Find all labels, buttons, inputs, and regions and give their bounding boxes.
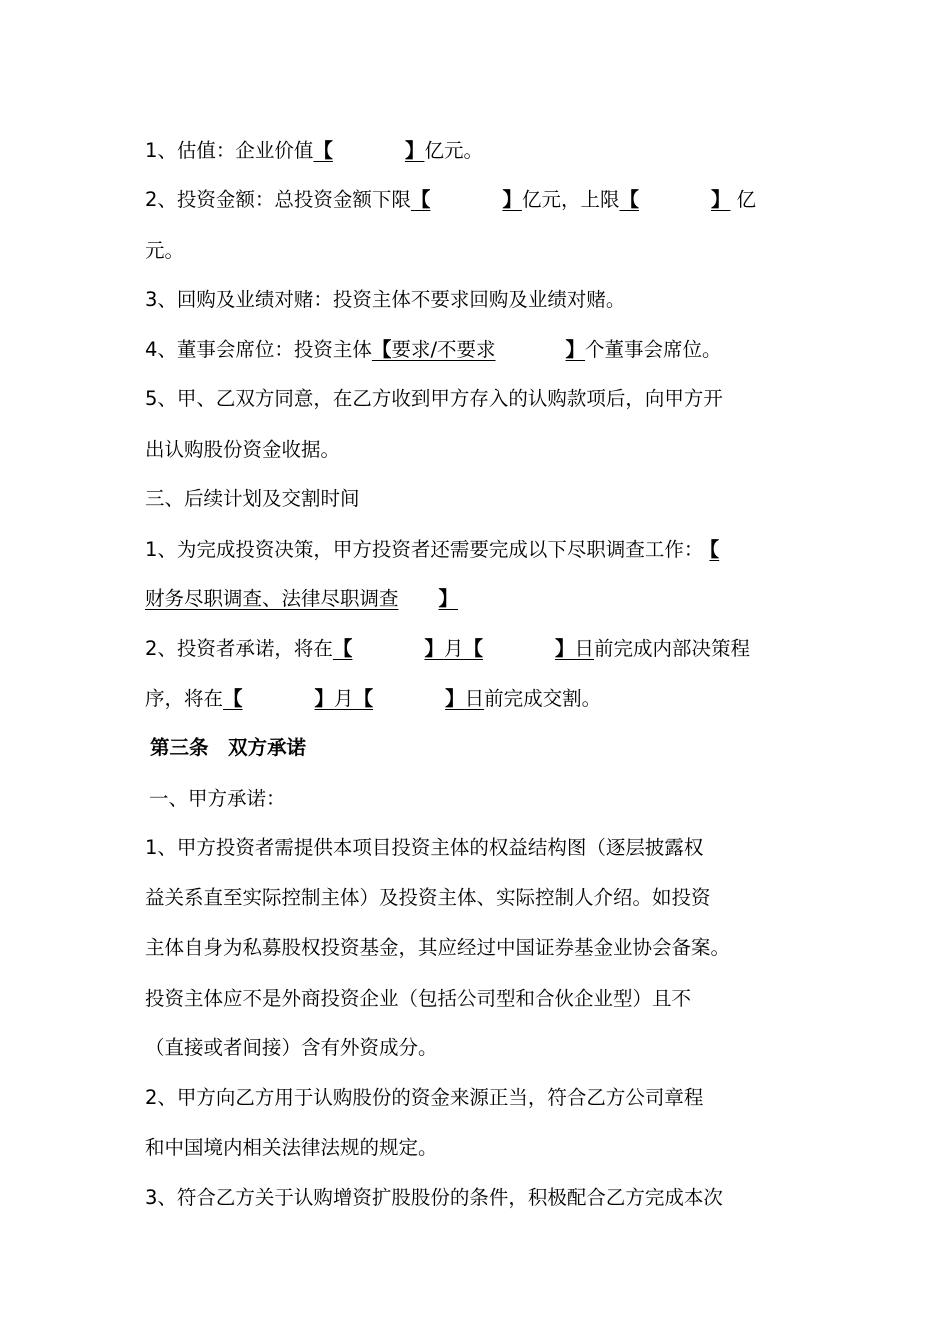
receipt-line-2: 出认购股份资金收据。 [145,438,341,461]
closing-date-blank: 【 】月【 】日 [223,687,485,710]
investment-line [145,187,815,213]
due-diligence-content [145,586,815,612]
due-diligence-label: 1、为完成投资决策，甲方投资者还需要完成以下尽职调查工作： [145,538,704,561]
receipt-line-1: 5、甲、乙双方同意，在乙方收到甲方存入的认购款项后，向甲方开 [145,387,723,410]
investment-max-blank: 【 】 [619,188,731,211]
board-seat-line [145,337,815,363]
decision-date-blank: 【 】月【 】日 [332,637,595,660]
timeline-line-1: 2、投资者承诺，将在【 】月【 】日前完成内部决策程 [145,637,751,660]
investment-label: 2、投资金额：总投资金额下限 [145,188,411,211]
p1-line-1: 1、甲方投资者需提供本项目投资主体的权益结构图（逐层披露权 [145,836,704,859]
due-diligence-line [145,537,815,563]
valuation-line [145,138,815,164]
investment-min-blank: 【 】 [410,188,522,211]
section3-title: 三、后续计划及交割时间 [145,487,360,510]
board-seat-label: 4、董事会席位：投资主体 [145,338,372,361]
p2-line-1: 2、甲方向乙方用于认购股份的资金来源正当，符合乙方公司章程 [145,1086,704,1109]
p3-line-1: 3、符合乙方关于认购增资扩股股份的条件，积极配合乙方完成本次 [145,1186,723,1209]
investment-unit: 亿 [736,188,757,211]
p1-line-2: 益关系直至实际控制主体）及投资主体、实际控制人介绍。如投资 [145,886,711,909]
p1-line-3: 主体自身为私募股权投资基金，其应经过中国证券基金业协会备案。 [145,936,731,959]
due-diligence-items: 财务尽职调查、法律尽职调查 】 [145,587,459,610]
article3-title: 第三条 双方承诺 [150,736,307,759]
party-a-heading: 一、甲方承诺： [149,787,286,810]
p1-line-5: （直接或者间接）含有外资成分。 [145,1036,438,1059]
timeline-line-2: 序，将在【 】月【 】日前完成交割。 [145,687,602,710]
p2-line-2: 和中国境内相关法律法规的规定。 [145,1136,438,1159]
investment-line-cont: 元。 [145,239,185,262]
valuation-label: 1、估值：企业价值 [145,139,314,162]
valuation-unit: 亿元。 [424,139,483,162]
due-diligence-bracket-open: 【 [709,538,720,561]
board-seat-blank: 【要求/不要求 】 [371,338,586,361]
buyback-line: 3、回购及业绩对赌：投资主体不要求回购及业绩对赌。 [145,288,626,311]
valuation-blank: 【 】 [313,139,425,162]
p1-line-4: 投资主体应不是外商投资企业（包括公司型和合伙企业型）且不 [145,987,692,1010]
investment-mid-text: 亿元，上限 [521,188,620,211]
board-seat-suffix: 个董事会席位。 [585,338,722,361]
